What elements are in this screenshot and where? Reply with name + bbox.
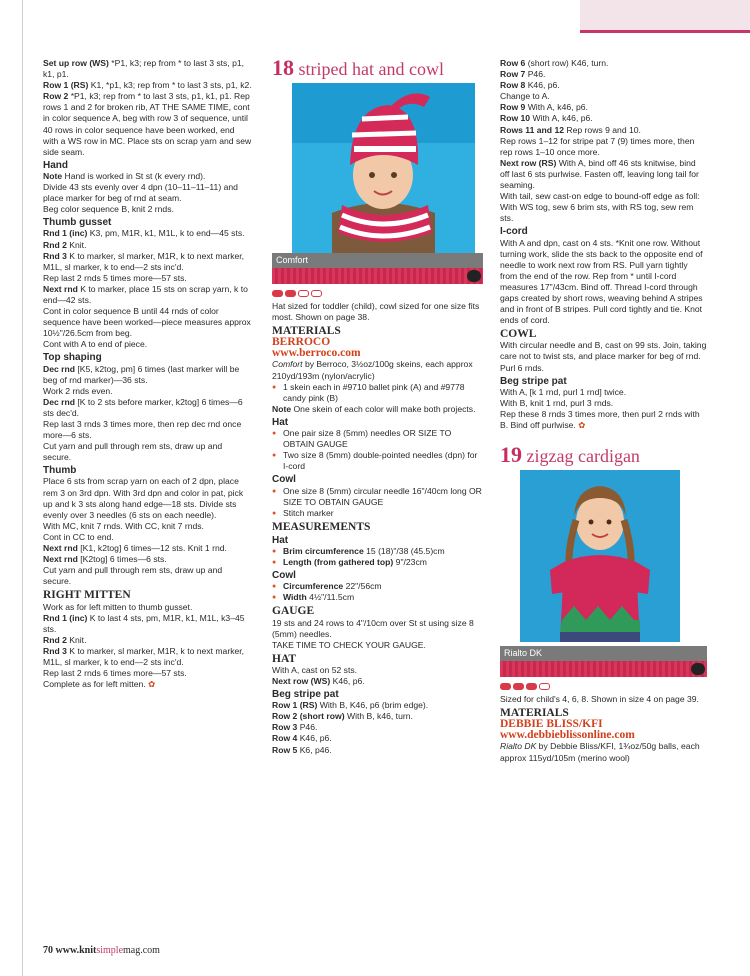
hat-heading: HAT — [272, 652, 297, 665]
end-mark-icon: ✿ — [578, 420, 586, 430]
footer-url: www.knitsimplemag.com — [55, 945, 160, 956]
yarn-swatch-rialto — [500, 646, 707, 677]
hat-cowl-photo — [292, 83, 475, 253]
yarn-strand — [272, 268, 483, 284]
cardigan-photo — [520, 470, 680, 642]
top-accent-band — [580, 0, 750, 33]
hand-heading: Hand — [43, 159, 68, 171]
yarn-ball-icon — [467, 270, 481, 282]
column-1: Set up row (WS) *P1, k3; rep from * to last 3 sts, p1, k1, p1. Row 1 (RS) K1, *p1, k3; rep from * to last 3 sts, p1, k2. Row 2 *P1, k3; rep from * to last 3 sts, p1, k1, p1. Rep rows 1 and 2 for broken rib, AT THE SAME TIME, cont in color sequence A, beg with row 3 of sequence, until 40 rows in color sequence have been worked, end with a WS row in MC. Place sts on scrap yarn and sew side seam. Hand Note Hand is worked in St st (k every rnd). Divide 43 sts evenly over 4 dpn (10–11–11–11) and place marker for beg of rnd at seam. Beg color sequence B, knit 2 rnds. Thumb gusset Rnd 1 (inc) K3, pm, M1R, k1, M1L, k to end—45 sts. Rnd 2 Knit. Rnd 3 K to marker, sl marker, M1R, k to next marker, M1L, sl marker, k to end—2 sts inc'd. Rep last 2 rnds 5 times more—57 sts. Next rnd K to marker, place 15 sts on scrap yarn, k to end—42 sts. Cont in color sequence B until 44 rnds of color sequence have been worked—piece measures approx 10½"/26.5cm from beg. Cont with A to end of piece. Top shaping Dec rnd [K5, k2tog, pm] 6 times (last marker will be beg of rnd marker)—36 sts. Work 2 rnds even. Dec rnd [K to 2 sts before marker, k2tog] 6 times—6 sts dec'd. Rep last 3 rnds 3 times more, then rep dec rnd once more—6 sts. Cut yarn and pull through rem sts, draw up and secure. Thumb Place 6 sts from scrap yarn on each of 2 dpn, place rem 3 on 3rd dpn. With 3rd dpn and color in pat, pick up and k 3 sts along hand edge—18 sts. Divide sts evenly over 3 needles (6 sts on each needle). With MC, knit 7 rnds. With CC, knit 7 rnds. Cont in CC to end. Next rnd [K1, k2tog] 6 times—12 sts. Knit 1 rnd. Next rnd [K2tog] 6 times—6 sts. Cut yarn and pull through rem sts, draw up and secure. RIGHT MITTEN Work as for left mitten to thumb gusset. Rnd 1 (inc) K to last 4 sts, pm, M1R, k1, M1L, k3–45 sts. Rnd 2 Knit. Rnd 3 K to marker, sl marker, M1R, k to next marker, M1L, sl marker, k to end—2 sts inc'd. Rep last 2 rnds 6 times more—57 sts. Complete as for left mitten. ✿ — [43, 58, 252, 690]
yarn-ball-icon — [691, 663, 705, 675]
brand-name: DEBBIE BLISS/KFI — [500, 718, 603, 731]
gauge-heading: GAUGE — [272, 605, 315, 618]
yarn-label: Comfort — [272, 253, 483, 268]
page-margin-rule — [22, 0, 23, 976]
difficulty-rating — [272, 290, 483, 297]
measurements-heading: MEASUREMENTS — [272, 520, 371, 533]
icord-heading: I-cord — [500, 226, 528, 238]
yarn-swatch-comfort — [272, 253, 483, 284]
brand-name: BERROCO — [272, 336, 331, 349]
top-bar — [0, 0, 750, 30]
page-footer — [43, 945, 160, 956]
end-mark-icon: ✿ — [148, 679, 156, 690]
brand-url: www.debbieblissonline.com — [500, 729, 635, 742]
thumb-gusset-heading: Thumb gusset — [43, 217, 112, 229]
girl-in-striped-hat-image — [292, 83, 475, 253]
thumb-heading: Thumb — [43, 465, 77, 477]
yarn-strand — [500, 661, 707, 677]
top-shaping-heading: Top shaping — [43, 352, 102, 364]
column-2: 18 striped hat and cowl Comfort Hat sized for toddler (child), cowl sized for one size fits most. Shown on page 38. MATERIALS BERROCO www.berroco.com Comfort by Berroco, 3½oz/100g skeins, each approx 210yd/193m (nylon/acrylic) ● 1 skein each in #9710 ballet pink (A) and #9778 candy pink (B) Note One skein of each color will make both projects. Hat ● One pair size 8 (5mm) needles OR SIZE TO OBTAIN GAUGE ● Two size 8 (5mm) double-pointed needles (dpn) for I-cord Cowl ● One size 8 (5mm) circular needle 16"/40cm long OR SIZE TO OBTAIN GAUGE ● Stitch marker MEASUREMENTS Hat ● Brim circumference 15 (18)"/38 (45.5)cm ● Length (from gathered top) 9"/23cm Cowl ● Circumference 22"/56cm ● Width 4½"/11.5cm GAUGE 19 sts and 24 rows to 4"/10cm over St st using size 8 (5mm) needles. TAKE TIME TO CHECK YOUR GAUGE. HAT With A, cast on 52 sts. Next row (WS) K46, p6. Beg stripe pat Row 1 (RS) With B, K46, p6 (brim edge). Row 2 (short row) With B, k46, turn. Row 3 P46. Row 4 K46, p6. Row 5 K6, p46. — [272, 58, 483, 756]
cowl-heading: COWL — [500, 328, 537, 341]
materials-heading: MATERIALS — [500, 707, 569, 720]
brand-url: www.berroco.com — [272, 347, 361, 360]
pattern-19-title: 19 zigzag cardigan — [500, 442, 640, 468]
yarn-list: ● 1 skein each in #9710 ballet pink (A) and #9778 candy pink (B) — [272, 382, 483, 404]
page-number: 70 — [43, 945, 53, 956]
girl-in-zigzag-cardigan-image — [520, 470, 680, 642]
difficulty-rating — [500, 683, 707, 690]
column-3: Row 6 (short row) K46, turn. Row 7 P46. Row 8 K46, p6. Change to A. Row 9 With A, k46, p6. Row 10 With A, k46, p6. Rows 11 and 12 Rep rows 9 and 10. Rep rows 1–12 for stripe pat 7 (9) times more, then rep rows 1–10 once more. Next row (RS) With A, bind off 46 sts knitwise, bind off last 6 sts purlwise. Fasten off, leaving long tail for seaming. With tail, sew cast-on edge to bound-off edge as foll: With WS tog, sew 6 brim sts, with RS tog, sew rem sts. I-cord With A and dpn, cast on 4 sts. *Knit one row. Without turning work, slide the sts back to the opposite end of needle to work next row from RS. Pull yarn tightly from the end of the row. Rep from * until I-cord measures 17"/43cm. Bind off. Thread I-cord through gaps created by short rows, weaving behind A stripes and in front of B stripes. Pull cord tightly and tie. Knot ends of cord. COWL With circular needle and B, cast on 99 sts. Join, taking care not to twist sts, and place marker for beg of rnd. Purl 6 rnds. Beg stripe pat With A, [k 1 rnd, purl 1 rnd] twice. With B, knit 1 rnd, purl 3 rnds. Rep these 8 rnds 3 times more, then purl 2 rnds with B. Bind off purlwise. ✿ 19 zigzag cardigan Rialto DK Sized for child's 4, 6, 8. Shown in size 4 on page 39. MATERIALS DEBBIE BLISS/KFI www.debbieblissonline.com Rialto DK by Debbie Bliss/KFI, 1¾oz/50g balls, each approx 115yd/105m (merino wool) — [500, 58, 707, 763]
right-mitten-heading: RIGHT MITTEN — [43, 589, 131, 602]
pattern-18-title: 18 striped hat and cowl — [272, 55, 444, 80]
materials-heading: MATERIALS — [272, 325, 341, 338]
yarn-label: Rialto DK — [500, 646, 707, 661]
